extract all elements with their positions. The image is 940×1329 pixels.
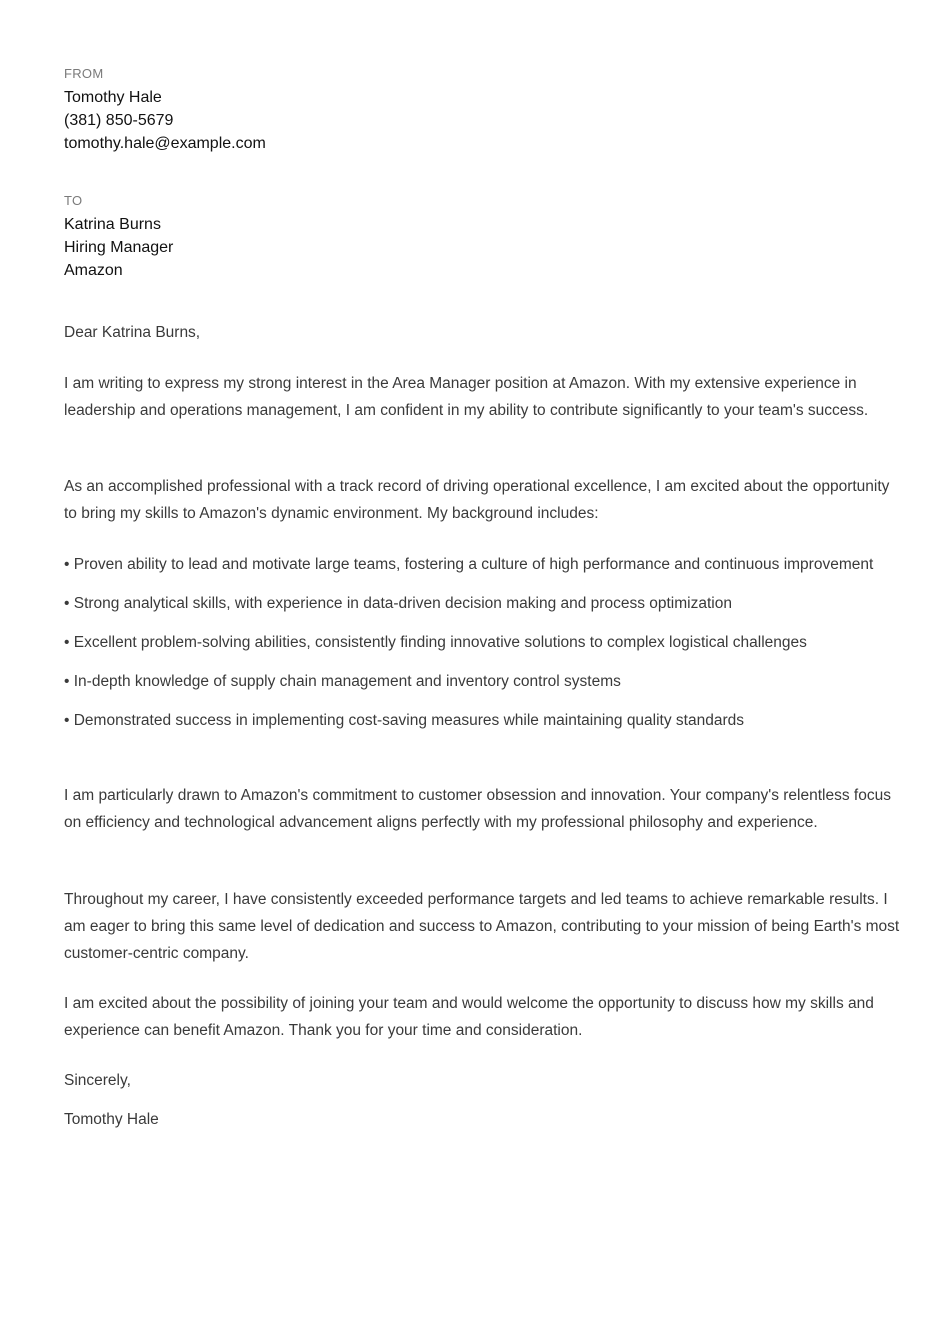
salutation: Dear Katrina Burns,: [64, 324, 201, 341]
sender-email: tomothy.hale@example.com: [64, 135, 266, 152]
recipient-name: Katrina Burns: [64, 216, 161, 233]
recipient-block: [64, 193, 900, 282]
list-item: • Excellent problem-solving abilities, consistently finding innovative solutions to complex logistical challenges: [64, 634, 807, 651]
qualifications-list: [64, 551, 900, 746]
recipient-company: Amazon: [64, 262, 123, 279]
signature: Tomothy Hale: [64, 1111, 159, 1128]
to-label: TO: [64, 193, 83, 208]
sender-block: [64, 66, 900, 155]
recipient-title: Hiring Manager: [64, 239, 174, 256]
closing: Sincerely,: [64, 1072, 131, 1089]
sender-phone: (381) 850-5679: [64, 112, 174, 129]
paragraph-intro: I am writing to express my strong interest in the Area Manager position at Amazon. With my extensive experience in leadership and operations management, I am confident in my ability to contribute significantly to your team's success.: [64, 375, 869, 419]
list-item: • Strong analytical skills, with experience in data-driven decision making and process optimization: [64, 595, 732, 612]
paragraph-conclusion: I am excited about the possibility of joining your team and would welcome the opportunity to discuss how my skills and experience can benefit Amazon. Thank you for your time and consideration.: [64, 995, 874, 1039]
list-item: • Demonstrated success in implementing cost-saving measures while maintaining quality standards: [64, 712, 744, 729]
sender-name: Tomothy Hale: [64, 89, 162, 106]
paragraph-achievements: Throughout my career, I have consistently exceeded performance targets and led teams to achieve remarkable results. I am eager to bring this same level of dedication and success to Amazon, contributing to your mission of being Earth's most customer-centric company.: [64, 891, 900, 962]
list-item: • In-depth knowledge of supply chain management and inventory control systems: [64, 673, 621, 690]
paragraph-background: As an accomplished professional with a track record of driving operational excellence, I am excited about the opportunity to bring my skills to Amazon's dynamic environment. My background includes:: [64, 478, 890, 522]
list-item: • Proven ability to lead and motivate large teams, fostering a culture of high performance and continuous improvement: [64, 556, 874, 573]
from-label: FROM: [64, 66, 104, 81]
paragraph-motivation: I am particularly drawn to Amazon's commitment to customer obsession and innovation. Your company's relentless focus on efficiency and technological advancement aligns perfectly with my professional philosophy and experience.: [64, 787, 891, 831]
